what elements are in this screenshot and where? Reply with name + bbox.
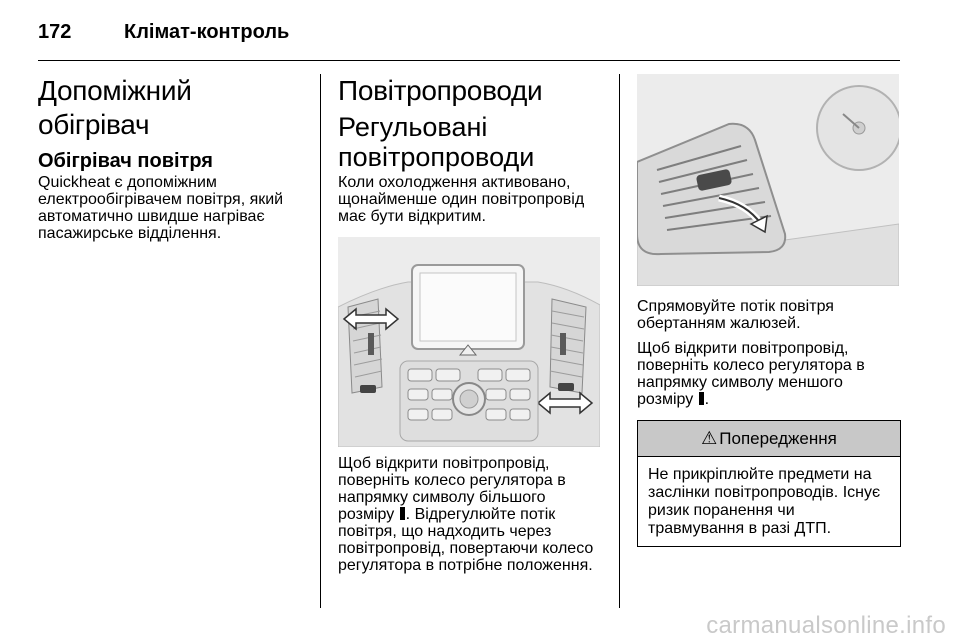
open-vent-text-before: Щоб відкрити повітропровід, поверніть колесо регулятора в напрямку символу меншого розміру bbox=[637, 340, 865, 408]
direct-airflow-paragraph: Спрямовуйте потік повітря обертанням жалюзей. bbox=[637, 298, 834, 332]
column-vent-adjustment bbox=[637, 72, 903, 547]
section-title: Допоміжний обігрівач bbox=[38, 75, 192, 140]
subsection-title: Регульовані повітропроводи bbox=[338, 112, 535, 172]
column-auxiliary-heater bbox=[38, 72, 310, 242]
chapter-title: Клімат-контроль bbox=[124, 20, 290, 43]
side-vent-illustration bbox=[637, 74, 899, 286]
subsection-title: Обігрівач повітря bbox=[38, 150, 213, 172]
intro-paragraph: Коли охолодження активовано, щонайменше один повітропровід має бути відкритим. bbox=[338, 174, 585, 225]
open-vent-paragraph bbox=[637, 340, 903, 408]
warning-text: Не прикріплюйте предмети на заслінки повітропроводів. Існує ризик поранення чи травмування в разі ДТП. bbox=[648, 466, 881, 537]
section-title: Повітропроводи bbox=[338, 75, 543, 106]
page-header bbox=[38, 14, 289, 50]
column-air-vents bbox=[338, 72, 606, 574]
watermark: carmanualsonline.info bbox=[706, 612, 946, 639]
open-vent-text-after: . Відрегулюйте потік повітря, що надходить через повітропровід, повертаючи колесо регулятора в потрібне положення. bbox=[338, 506, 594, 574]
dashboard-vents-illustration bbox=[338, 237, 600, 447]
open-vent-text-after: . bbox=[704, 391, 710, 408]
warning-title: Попередження bbox=[719, 428, 837, 448]
warning-triangle-icon: ⚠ bbox=[701, 428, 718, 448]
column-divider bbox=[320, 74, 321, 608]
large-symbol-icon bbox=[400, 507, 405, 520]
open-vent-paragraph bbox=[338, 455, 606, 574]
column-divider bbox=[619, 74, 620, 608]
open-vent-text-before: Щоб відкрити повітропровід, поверніть колесо регулятора в напрямку символу більшого розміру bbox=[338, 455, 566, 523]
small-symbol-icon bbox=[699, 392, 704, 405]
warning-header bbox=[638, 421, 900, 457]
body-paragraph: Quickheat є допоміжним електрообігрівачем повітря, який автоматично швидше нагріває пасажирське відділення. bbox=[38, 174, 284, 242]
warning-box bbox=[637, 420, 901, 547]
header-rule bbox=[38, 60, 900, 61]
page-number: 172 bbox=[38, 20, 72, 43]
